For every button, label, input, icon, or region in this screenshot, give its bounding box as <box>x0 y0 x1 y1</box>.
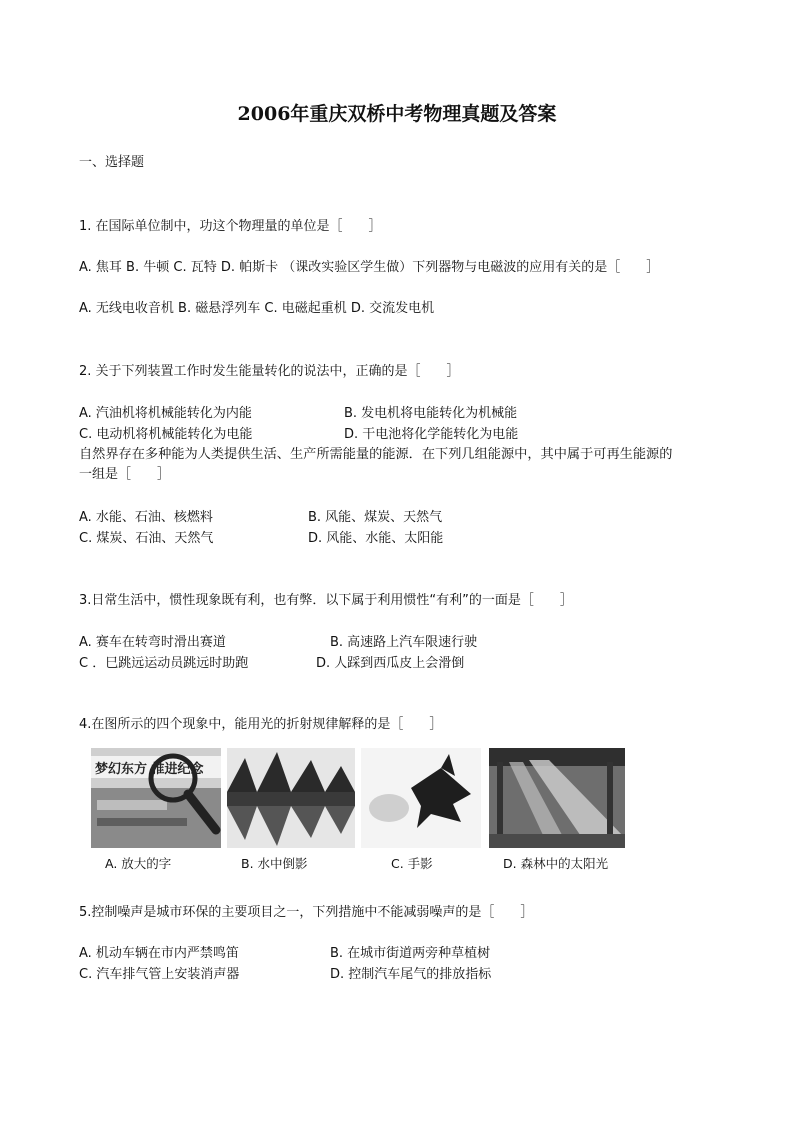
page-title: 2006年重庆双桥中考物理真题及答案 <box>237 103 557 125</box>
q2-extra-option-a: A. 水能、石油、核燃料 <box>79 510 213 525</box>
q2-stem: 2. 关于下列装置工作时发生能量转化的说法中，正确的是［ ］ <box>79 364 460 379</box>
q5-option-c: C. 汽车排气管上安装消声器 <box>79 967 240 982</box>
figure-sign-text: 梦幻东方 推进纪念 <box>95 762 204 777</box>
q1-options-2: A. 无线电收音机 B. 磁悬浮列车 C. 电磁起重机 D. 交流发电机 <box>79 301 435 316</box>
q3-option-a: A. 赛车在转弯时滑出赛道 <box>79 635 226 650</box>
q2-option-b: B. 发电机将电能转化为机械能 <box>344 406 518 421</box>
q5-option-a: A. 机动车辆在市内严禁鸣笛 <box>79 946 239 961</box>
section-heading: 一、选择题 <box>79 155 145 170</box>
q2-option-a: A. 汽油机将机械能转化为内能 <box>79 406 252 421</box>
q2-extra-stem-2: 一组是［ ］ <box>79 467 171 482</box>
q5-option-b: B. 在城市街道两旁种草植树 <box>330 946 491 961</box>
figure-caption-d: D. 森林中的太阳光 <box>503 856 609 871</box>
figure-caption-a: A. 放大的字 <box>105 856 172 871</box>
figure-panel-a <box>91 748 221 848</box>
q3-option-c: C ．巳跳远运动员跳远时助跑 <box>79 656 249 671</box>
forest-sunlight-illustration <box>489 748 625 848</box>
water-reflection-illustration <box>227 748 355 848</box>
q4-stem: 4.在图所示的四个现象中，能用光的折射规律解释的是［ ］ <box>79 717 443 732</box>
q3-stem: 3.日常生活中，惯性现象既有利，也有弊．以下属于利用惯性“有利”的一面是［ ］ <box>79 593 573 608</box>
q1-stem: 1. 在国际单位制中，功这个物理量的单位是［ ］ <box>79 219 382 234</box>
figure-panel-c <box>361 748 481 848</box>
q2-extra-option-b: B. 风能、煤炭、天然气 <box>308 510 443 525</box>
q2-extra-stem-1: 自然界存在多种能为人类提供生活、生产所需能量的能源．在下列几组能源中，其中属于可再生能源的 <box>79 447 673 462</box>
q2-extra-option-c: C. 煤炭、石油、天然气 <box>79 531 214 546</box>
q2-option-d: D. 干电池将化学能转化为电能 <box>344 427 519 442</box>
figure-caption-b: B. 水中倒影 <box>241 856 308 871</box>
q5-option-d: D. 控制汽车尾气的排放指标 <box>330 967 492 982</box>
figure-panel-d <box>489 748 625 848</box>
figure-caption-c: C. 手影 <box>391 856 433 871</box>
q4-figure-strip <box>91 748 631 874</box>
hand-shadow-illustration <box>361 748 481 848</box>
q3-option-b: B. 高速路上汽车限速行驶 <box>330 635 478 650</box>
magnifier-illustration <box>91 748 221 848</box>
q2-option-c: C. 电动机将机械能转化为电能 <box>79 427 253 442</box>
q5-stem: 5.控制噪声是城市环保的主要项目之一，下列措施中不能减弱噪声的是［ ］ <box>79 905 534 920</box>
figure-panel-b <box>227 748 355 848</box>
q3-option-d: D. 人踩到西瓜皮上会滑倒 <box>316 656 465 671</box>
q1-options: A. 焦耳 B. 牛顿 C. 瓦特 D. 帕斯卡 （课改实验区学生做）下列器物与电磁波的应用有关的是［ ］ <box>79 260 660 275</box>
q2-extra-option-d: D. 风能、水能、太阳能 <box>308 531 444 546</box>
